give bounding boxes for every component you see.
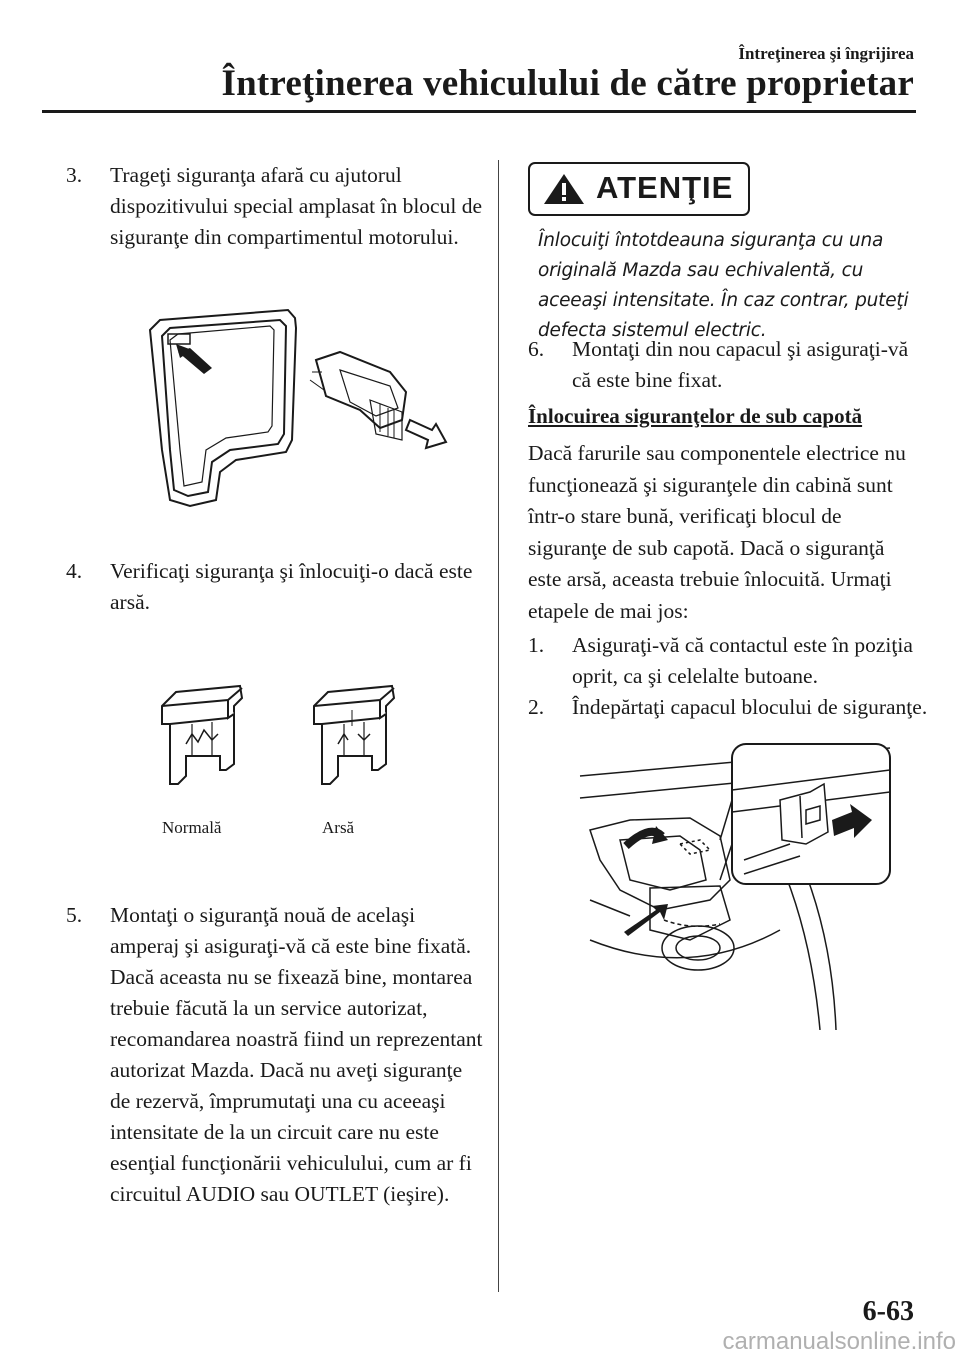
section-heading: Înlocuirea siguranţelor de sub capotă bbox=[528, 404, 863, 428]
step-number: 1. bbox=[528, 633, 545, 657]
watermark: carmanualsonline.info bbox=[722, 1328, 956, 1355]
fuse-label-blown: Arsă bbox=[322, 818, 355, 837]
page-title: Întreţinerea vehiculului de către proprietar bbox=[221, 63, 914, 104]
caution-title: ATENŢIE bbox=[596, 170, 734, 205]
step-r1 bbox=[528, 630, 928, 692]
column-divider bbox=[498, 160, 499, 1292]
step-6 bbox=[528, 334, 928, 396]
normal-fuse-illustration bbox=[156, 684, 248, 788]
fuse-label-normal: Normală bbox=[162, 818, 222, 837]
header-section-label: Întreţinerea şi îngrijirea bbox=[738, 44, 914, 63]
step-4 bbox=[66, 556, 486, 618]
step-number: 5. bbox=[66, 903, 83, 927]
fuse-puller-illustration bbox=[140, 300, 450, 510]
step-text: Trageţi siguranţa afară cu ajutorul dispozitivului special amplasat în blocul de siguranţe din compartimentul motorului. bbox=[110, 163, 482, 249]
step-number: 2. bbox=[528, 695, 545, 719]
step-number: 4. bbox=[66, 559, 83, 583]
step-r2 bbox=[528, 692, 928, 723]
blown-fuse-illustration bbox=[308, 684, 400, 788]
step-text: Montaţi din nou capacul şi asiguraţi-vă că este bine fixat. bbox=[572, 337, 909, 392]
engine-fuse-box-illustration bbox=[570, 740, 900, 1030]
step-text: Îndepărtaţi capacul blocului de siguranţe. bbox=[572, 695, 928, 719]
step-number: 3. bbox=[66, 163, 83, 187]
page-number: 6-63 bbox=[862, 1296, 914, 1327]
caution-text: Înlocuiţi întotdeauna siguranţa cu una originală Mazda sau echivalentă, cu aceeaşi intensitate. În caz contrar, puteţi defecta sistemul electric. bbox=[538, 230, 909, 341]
step-text: Verificaţi siguranţa şi înlocuiţi-o dacă este arsă. bbox=[110, 559, 473, 614]
step-3 bbox=[66, 160, 486, 253]
step-text: Asiguraţi-vă că contactul este în poziţia oprit, ca şi celelalte butoane. bbox=[572, 633, 913, 688]
step-number: 6. bbox=[528, 337, 545, 361]
step-text: Montaţi o siguranţă nouă de acelaşi amperaj şi asiguraţi-vă că este bine fixată. Dacă aceasta nu se fixează bine, montarea trebuie făcută la un service autorizat, recomandarea noastră fiind un reprezentant autorizat Mazda. Dacă nu aveţi siguranţe de rezervă, împrumutaţi una cu aceeaşi intensitate de la un circuit care nu este esenţial funcţionării vehiculului, cum ar fi circuitul AUDIO sau OUTLET (ieşire). bbox=[110, 903, 483, 1206]
step-5 bbox=[66, 900, 486, 1210]
header-divider bbox=[42, 110, 916, 113]
warning-triangle-icon bbox=[542, 172, 586, 206]
section-paragraph: Dacă farurile sau componentele electrice nu funcţionează şi siguranţele din cabină sunt într-o stare bună, verificaţi blocul de siguranţe de sub capotă. Dacă o siguranţă este arsă, aceasta trebuie înlocuită. Urmaţi etapele de mai jos: bbox=[528, 441, 906, 623]
caution-box bbox=[528, 162, 750, 216]
